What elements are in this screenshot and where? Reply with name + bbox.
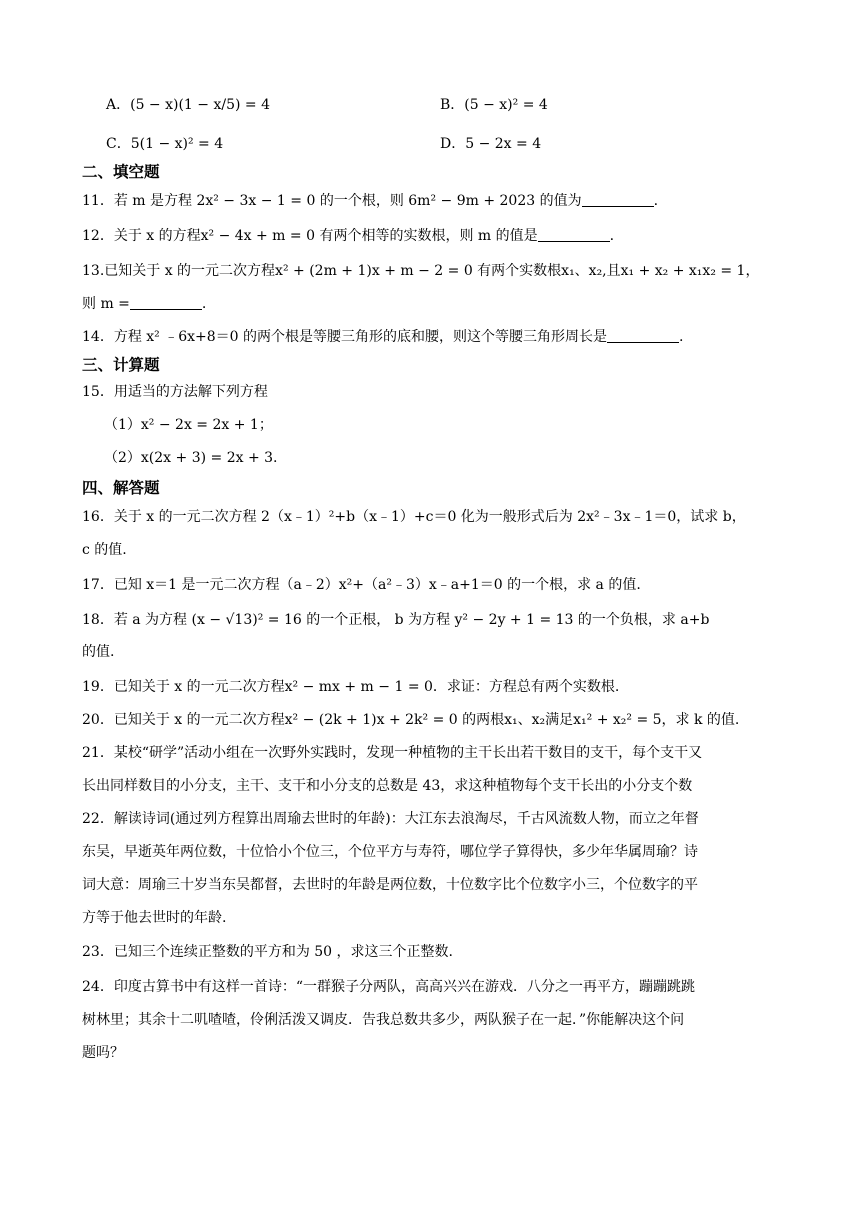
question-14-text: 14．方程 x² ﹣6x+8＝0 的两个根是等腰三角形的底和腰，则这个等腰三角形周长是 <box>82 329 608 345</box>
question-12-text: 12．关于 x 的方程x² − 4x + m = 0 有两个相等的实数根，则 m 的值是 <box>82 228 538 244</box>
question-15-title: 15．用适当的方法解下列方程 <box>82 384 268 400</box>
section-heading-fill-in: 二、填空题 <box>82 163 160 181</box>
option-d: D．5 − 2x = 4 <box>440 136 542 152</box>
question-22-line-1: 22．解读诗词(通过列方程算出周瑜去世时的年龄)：大江东去浪淘尽，千古风流数人物，而立之年督 <box>82 811 699 827</box>
question-13-end: . <box>201 296 207 312</box>
question-14-end: . <box>679 329 684 345</box>
question-22-line-4: 方等于他去世时的年龄. <box>82 910 227 926</box>
question-22-line-2: 东吴，早逝英年两位数，十位恰小个位三，个位平方与寿符，哪位学子算得快，多少年华属周瑜？诗 <box>82 844 698 860</box>
answer-blank <box>130 295 202 310</box>
answer-blank <box>607 328 679 343</box>
option-a: A．(5 − x)(1 − x/5) = 4 <box>106 97 270 113</box>
question-24-line-2: 树林里；其余十二叽喳喳，伶俐活泼又调皮．告我总数共多少，两队猴子在一起．”你能解决这个问 <box>82 1012 685 1028</box>
question-11-end: . <box>653 193 659 209</box>
question-11-text: 11．若 m 是方程 2x² − 3x − 1 = 0 的一个根，则 6m² − 9m + 2023 的值为 <box>82 193 582 209</box>
question-16-line-1: 16．关于 x 的一元二次方程 2（x﹣1）²+b（x﹣1）+c＝0 化为一般形式后为 2x²﹣3x﹣1＝0，试求 b， <box>82 509 746 525</box>
question-24-line-1: 24．印度古算书中有这样一首诗：“一群猴子分两队，高高兴兴在游戏．八分之一再平方，蹦蹦跳跳 <box>82 979 695 995</box>
option-b: B．(5 − x)² = 4 <box>440 97 548 113</box>
question-15-part-2: （2）x(2x + 3) = 2x + 3. <box>104 450 278 466</box>
question-23: 23．已知三个连续正整数的平方和为 50 ，求这三个正整数. <box>82 944 453 960</box>
question-12-end: . <box>609 228 615 244</box>
question-11 <box>82 190 800 212</box>
question-21-line-2: 长出同样数目的小分支，主干、支干和小分支的总数是 43，求这种植物每个支干长出的小分支个数 <box>82 778 693 794</box>
question-13-prefix: 则 m = <box>82 296 130 312</box>
answer-blank <box>582 192 654 207</box>
option-c: C．5(1 − x)² = 4 <box>106 136 224 152</box>
question-16-line-2: c 的值. <box>82 542 127 558</box>
question-19: 19．已知关于 x 的一元二次方程x² − mx + m − 1 = 0．求证：方程总有两个实数根. <box>82 679 620 695</box>
answer-blank <box>538 227 610 242</box>
question-13-line-1: 13.已知关于 x 的一元二次方程x² + (2m + 1)x + m − 2 = 0 有两个实数根x₁、x₂,且x₁ + x₂ + x₁x₂ = 1， <box>82 263 760 279</box>
section-heading-calculation: 三、计算题 <box>82 356 160 374</box>
section-heading-solution: 四、解答题 <box>82 479 160 497</box>
question-20: 20．已知关于 x 的一元二次方程x² − (2k + 1)x + 2k² = 0 的两根x₁、x₂满足x₁² + x₂² = 5，求 k 的值. <box>82 712 740 728</box>
question-12 <box>82 225 800 247</box>
question-14 <box>82 326 800 348</box>
question-18-line-2: 的值. <box>82 644 115 660</box>
question-21-line-1: 21．某校“研学”活动小组在一次野外实践时，发现一种植物的主干长出若干数目的支干，每个支干又 <box>82 745 703 761</box>
question-13-line-2 <box>82 293 800 315</box>
question-22-line-3: 词大意：周瑜三十岁当东吴都督，去世时的年龄是两位数，十位数字比个位数字小三，个位数字的平 <box>82 877 698 893</box>
question-17: 17．已知 x＝1 是一元二次方程（a﹣2）x²+（a²﹣3）x﹣a+1＝0 的一个根，求 a 的值. <box>82 577 641 593</box>
question-18-line-1: 18．若 a 为方程 (x − √13)² = 16 的一个正根， b 为方程 y² − 2y + 1 = 13 的一个负根，求 a+b <box>82 612 710 628</box>
question-15-part-1: （1）x² − 2x = 2x + 1； <box>104 417 273 433</box>
question-24-line-3: 题吗？ <box>82 1045 124 1061</box>
